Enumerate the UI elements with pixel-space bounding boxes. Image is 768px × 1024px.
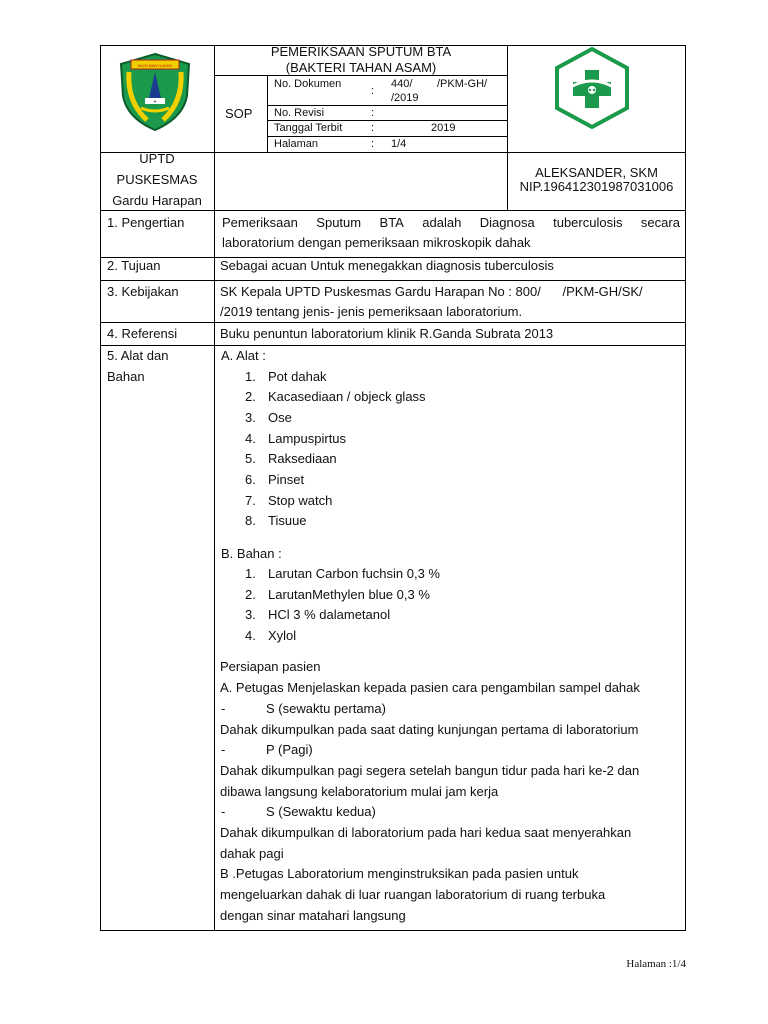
page-value: 1/4 [391, 138, 407, 150]
issue-date-label: Tanggal Terbit [274, 122, 343, 134]
alat-item: Tisuue [268, 513, 307, 528]
issue-date-value: 2019 [431, 122, 456, 134]
alat-item: Ose [268, 410, 292, 425]
alat-num: 6. [245, 472, 256, 487]
p-text-2: dibawa langsung kelaboratorium mulai jam kerja [220, 784, 499, 799]
p-label: P (Pagi) [266, 742, 313, 757]
svg-text:+: + [153, 99, 157, 105]
section-label-alat-bahan-2: Bahan [107, 369, 145, 384]
persiapan-a: A. Petugas Menjelaskan kepada pasien cara pengambilan sampel dahak [220, 680, 640, 695]
dash: - [221, 742, 226, 757]
s2-text-2: dahak pagi [220, 846, 284, 861]
logo-text: MUSI BANYUASIN [137, 63, 173, 68]
alat-item: Pinset [268, 472, 305, 487]
alat-num: 8. [245, 513, 256, 528]
pengertian-line2: laboratorium dengan pemeriksaan mikroskopik dahak [222, 235, 531, 250]
pengertian-word: secara [640, 215, 680, 230]
org-uptd: UPTD [139, 151, 175, 166]
puskesmas-cross-icon [552, 46, 632, 130]
district-logo [117, 52, 193, 132]
bahan-item: HCl 3 % dalametanol [268, 607, 391, 622]
page-sep: : [371, 138, 375, 150]
doc-number-value-a: 440/ [391, 78, 413, 90]
pengertian-word: BTA [379, 215, 404, 230]
bahan-num: 1. [245, 566, 256, 581]
alat-num: 4. [245, 431, 256, 446]
p-text-1: Dahak dikumpulkan pagi segera setelah bangun tidur pada hari ke-2 dan [220, 763, 640, 778]
kebijakan-line2: /2019 tentang jenis- jenis pemeriksaan laboratorium. [220, 304, 523, 319]
bahan-item: LarutanMethylen blue 0,3 % [268, 587, 430, 602]
section-label-pengertian: 1. Pengertian [107, 215, 185, 230]
b-text-1: B .Petugas Laboratorium menginstruksikan pada pasien untuk [220, 866, 579, 881]
alat-num: 7. [245, 493, 256, 508]
alat-num: 3. [245, 410, 256, 425]
org-gardu-harapan: Gardu Harapan [112, 193, 202, 208]
section-label-referensi: 4. Referensi [107, 326, 178, 341]
s2-label: S (Sewaktu kedua) [266, 804, 376, 819]
issue-date-sep: : [371, 122, 375, 134]
signer-nip: NIP.196412301987031006 [519, 179, 674, 194]
referensi-text: Buku penuntun laboratorium klinik R.Ganda Subrata 2013 [220, 326, 554, 341]
alat-item: Kacasediaan / objeck glass [268, 389, 426, 404]
doc-number-value-c: /2019 [391, 92, 419, 104]
revision-label: No. Revisi [274, 107, 325, 119]
doc-number-label: No. Dokumen [274, 78, 342, 90]
kebijakan-line1: SK Kepala UPTD Puskesmas Gardu Harapan No : 800/ /PKM-GH/SK/ [220, 284, 643, 299]
doc-number-sep: : [371, 85, 375, 97]
bahan-item: Larutan Carbon fuchsin 0,3 % [268, 566, 440, 581]
alat-num: 5. [245, 451, 256, 466]
alat-num: 2. [245, 389, 256, 404]
pengertian-word: Pemeriksaan [222, 215, 298, 230]
s1-text: Dahak dikumpulkan pada saat dating kunjungan pertama di laboratorium [220, 722, 639, 737]
pengertian-line1 [222, 213, 680, 233]
alat-item: Pot dahak [268, 369, 327, 384]
alat-item: Lampuspirtus [268, 431, 347, 446]
alat-item: Raksediaan [268, 451, 337, 466]
alat-num: 1. [245, 369, 256, 384]
dash: - [221, 804, 226, 819]
bahan-item: Xylol [268, 628, 297, 643]
doc-number-value-b: /PKM-GH/ [437, 78, 488, 90]
org-puskesmas: PUSKESMAS [116, 172, 198, 187]
bahan-num: 2. [245, 587, 256, 602]
pengertian-word: tuberculosis [553, 215, 623, 230]
section-label-tujuan: 2. Tujuan [107, 258, 161, 273]
pengertian-word: Sputum [316, 215, 362, 230]
section-label-kebijakan: 3. Kebijakan [107, 284, 179, 299]
persiapan-heading: Persiapan pasien [220, 659, 321, 674]
page-label: Halaman [274, 138, 319, 150]
pengertian-word: adalah [422, 215, 462, 230]
bahan-heading: B. Bahan : [221, 546, 282, 561]
tujuan-text: Sebagai acuan Untuk menegakkan diagnosis tuberculosis [220, 258, 554, 273]
bahan-num: 4. [245, 628, 256, 643]
revision-sep: : [371, 107, 375, 119]
dash: - [221, 701, 226, 716]
alat-item: Stop watch [268, 493, 333, 508]
alat-heading: A. Alat : [221, 348, 266, 363]
pengertian-word: Diagnosa [479, 215, 535, 230]
s2-text-1: Dahak dikumpulkan di laboratorium pada hari kedua saat menyerahkan [220, 825, 632, 840]
document-title-line1: PEMERIKSAAN SPUTUM BTA [270, 44, 452, 59]
sop-label: SOP [225, 106, 253, 121]
signer-name: ALEKSANDER, SKM [535, 165, 658, 180]
puskesmas-logo [552, 46, 632, 130]
section-label-alat-bahan-1: 5. Alat dan [107, 348, 169, 363]
b-text-2: mengeluarkan dahak di luar ruangan laboratorium di ruang terbuka [220, 887, 606, 902]
s1-label: S (sewaktu pertama) [266, 701, 386, 716]
bahan-num: 3. [245, 607, 256, 622]
footer-page-number: Halaman :1/4 [626, 958, 686, 970]
b-text-3: dengan sinar matahari langsung [220, 908, 406, 923]
document-title-line2: (BAKTERI TAHAN ASAM) [285, 60, 437, 75]
